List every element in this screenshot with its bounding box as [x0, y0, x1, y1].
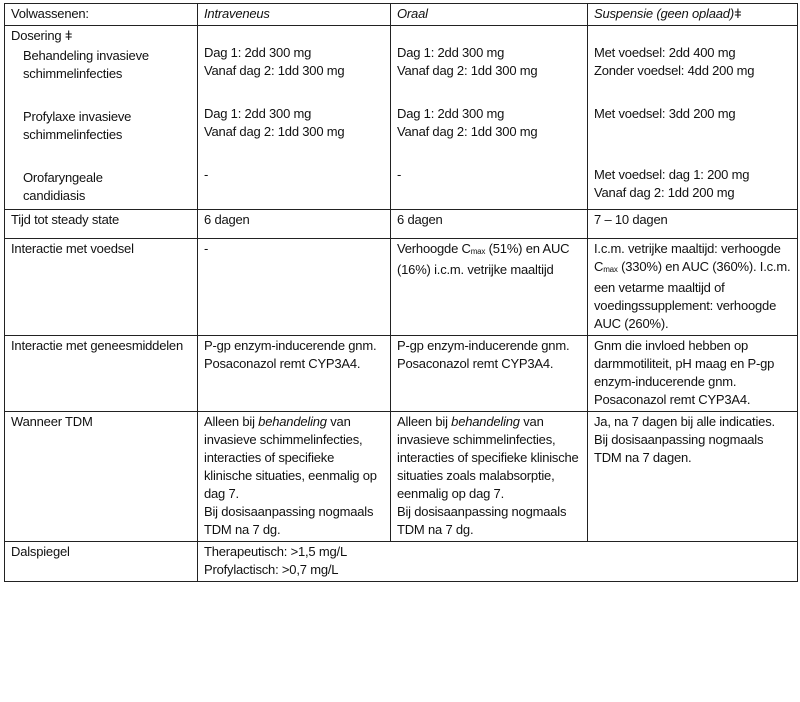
steady-state-iv: 6 dagen — [198, 210, 391, 239]
steady-state-row — [5, 210, 798, 239]
geneesmiddelen-label: Interactie met geneesmiddelen — [5, 336, 198, 412]
subscript: max — [603, 265, 618, 274]
dose-line: Dag 1: 2dd 300 mg — [397, 45, 505, 60]
steady-state-label: Tijd tot steady state — [5, 210, 198, 239]
dose-block — [397, 166, 581, 204]
indication-line: Behandeling invasieve — [23, 48, 149, 63]
indication-line: schimmelinfecties — [23, 66, 123, 81]
text: van invasieve schimmelinfecties, interacties of specifieke klinische situaties, eenmalig op dag 7. — [204, 414, 377, 501]
dose-line: Vanaf dag 2: 1dd 300 mg — [204, 124, 345, 139]
text: Ja, na 7 dagen bij alle indicaties. — [594, 414, 775, 429]
text: Bij dosisaanpassing nogmaals TDM na 7 dg. — [204, 504, 374, 537]
text: Bij dosisaanpassing nogmaals TDM na 7 dg. — [397, 504, 567, 537]
voedsel-oraal — [391, 239, 588, 336]
emphasis: behandeling — [258, 414, 327, 429]
geneesmiddelen-oraal: P-gp enzym-inducerende gnm. Posaconazol remt CYP3A4. — [391, 336, 588, 412]
dose-block — [204, 166, 384, 204]
dose-block — [594, 166, 791, 204]
text: Bij dosisaanpassing nogmaals TDM na 7 dagen. — [594, 432, 764, 465]
dose-block — [594, 105, 791, 166]
text: Alleen bij — [397, 414, 452, 429]
dose-line: - — [397, 167, 402, 182]
indication-line: Orofaryngeale — [23, 170, 103, 185]
dosering-label: Dosering ǂ — [11, 28, 73, 43]
dose-block — [594, 44, 791, 105]
dose-line: Vanaf dag 2: 1dd 300 mg — [397, 63, 538, 78]
dosering-iv-cell — [198, 26, 391, 210]
emphasis: behandeling — [451, 414, 520, 429]
dose-line: Vanaf dag 2: 1dd 300 mg — [204, 63, 345, 78]
dose-block — [397, 44, 581, 105]
header-row — [5, 4, 798, 26]
geneesmiddelen-suspensie: Gnm die invloed hebben op darmmotiliteit, pH maag en P-gp enzym-inducerende gnm. Posaconazol remt CYP3A4. — [588, 336, 798, 412]
posaconazol-dosing-table — [4, 3, 798, 582]
dosering-label-cell — [5, 26, 198, 210]
dose-line: Met voedsel: 3dd 200 mg — [594, 106, 736, 121]
text: Therapeutisch: >1,5 mg/L — [204, 544, 347, 559]
header-intraveneus: Intraveneus — [198, 4, 391, 26]
tdm-row — [5, 412, 798, 542]
text: (330%) en AUC (360%). I.c.m. een vetarme maaltijd of voedingssupplement: verhoogde AUC (260%). — [594, 259, 791, 331]
text: (51%) en AUC (16%) i.c.m. vetrijke maaltijd — [397, 241, 570, 277]
dose-line: Met voedsel: 2dd 400 mg — [594, 45, 736, 60]
indication-profylaxe — [11, 108, 191, 169]
indication-behandeling — [11, 47, 191, 108]
indication-line: schimmelinfecties — [23, 127, 123, 142]
dose-block — [204, 44, 384, 105]
geneesmiddelen-iv: P-gp enzym-inducerende gnm. Posaconazol remt CYP3A4. — [198, 336, 391, 412]
dose-line: Vanaf dag 2: 1dd 200 mg — [594, 185, 735, 200]
tdm-suspensie — [588, 412, 798, 542]
header-volwassenen: Volwassenen: — [5, 4, 198, 26]
steady-state-suspensie: 7 – 10 dagen — [588, 210, 798, 239]
dalspiegel-row — [5, 542, 798, 582]
dosering-suspensie-cell — [588, 26, 798, 210]
dosering-oraal-cell — [391, 26, 588, 210]
header-oraal: Oraal — [391, 4, 588, 26]
voedsel-suspensie — [588, 239, 798, 336]
tdm-iv — [198, 412, 391, 542]
text: Verhoogde C — [397, 241, 471, 256]
dosering-row — [5, 26, 798, 210]
indication-line: Profylaxe invasieve — [23, 109, 132, 124]
dose-line: Met voedsel: dag 1: 200 mg — [594, 167, 750, 182]
header-suspensie: Suspensie (geen oplaad)ǂ — [588, 4, 798, 26]
tdm-oraal — [391, 412, 588, 542]
dose-line: Dag 1: 2dd 300 mg — [397, 106, 505, 121]
dose-block — [397, 105, 581, 166]
voedsel-iv: - — [198, 239, 391, 336]
indication-candidiasis — [11, 169, 191, 207]
dalspiegel-values — [198, 542, 798, 582]
dose-line: Vanaf dag 2: 1dd 300 mg — [397, 124, 538, 139]
geneesmiddelen-row — [5, 336, 798, 412]
text: Alleen bij — [204, 414, 259, 429]
text: Profylactisch: >0,7 mg/L — [204, 562, 339, 577]
voedsel-row — [5, 239, 798, 336]
subscript: max — [470, 247, 486, 256]
dose-block — [204, 105, 384, 166]
steady-state-oraal: 6 dagen — [391, 210, 588, 239]
tdm-label: Wanneer TDM — [5, 412, 198, 542]
dalspiegel-label: Dalspiegel — [5, 542, 198, 582]
dose-line: - — [204, 167, 209, 182]
text: I.c.m. vetrijke maaltijd: verhoogde C — [594, 241, 781, 274]
indication-line: candidiasis — [23, 188, 86, 203]
voedsel-label: Interactie met voedsel — [5, 239, 198, 336]
dose-line: Zonder voedsel: 4dd 200 mg — [594, 63, 755, 78]
dose-line: Dag 1: 2dd 300 mg — [204, 45, 312, 60]
dose-line: Dag 1: 2dd 300 mg — [204, 106, 312, 121]
text: van invasieve schimmelinfecties, interacties of specifieke klinische situaties zoals malabsorptie, eenmalig op dag 7. — [397, 414, 579, 501]
